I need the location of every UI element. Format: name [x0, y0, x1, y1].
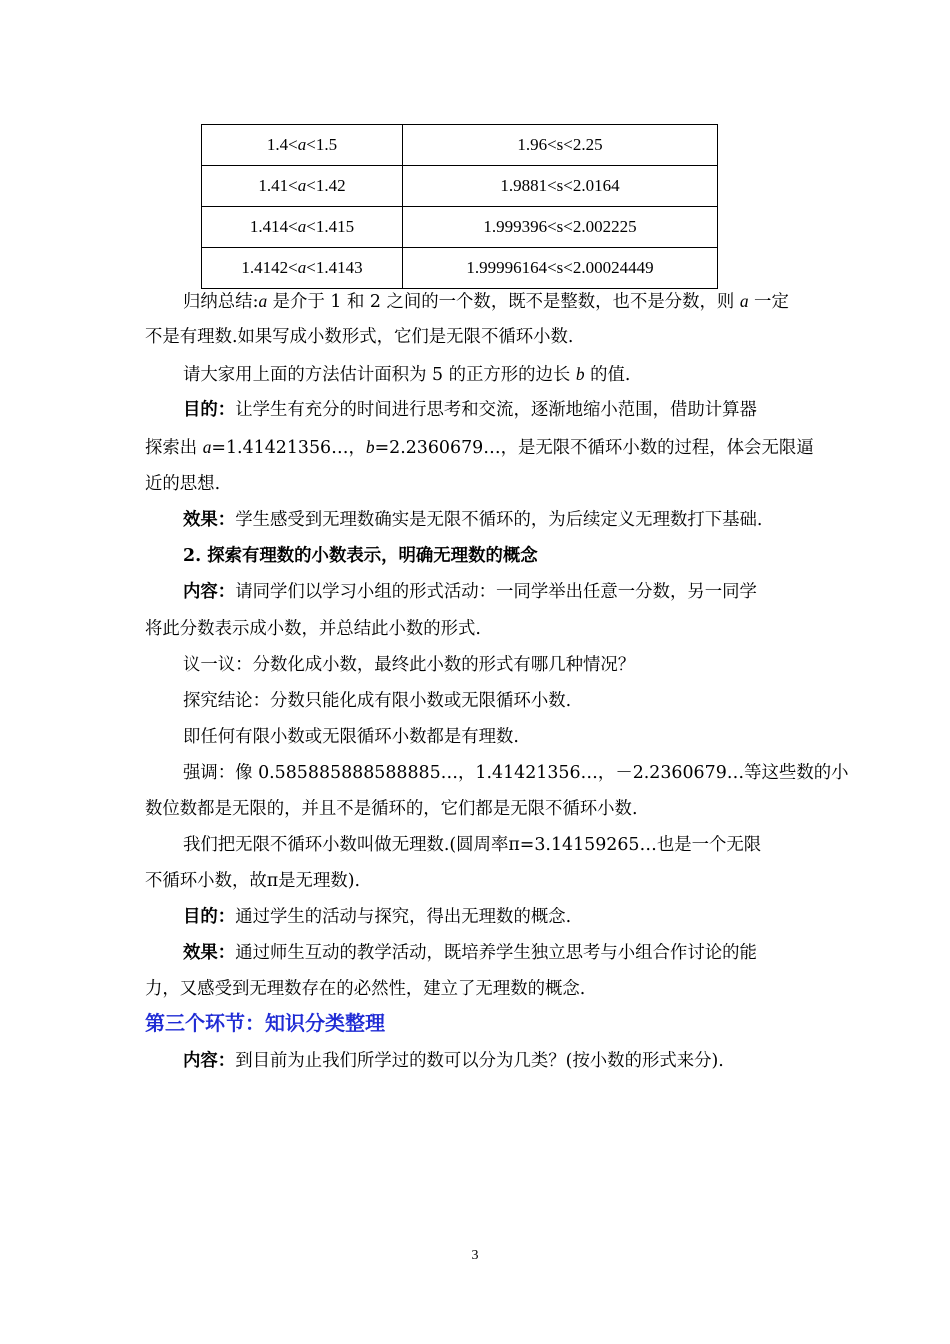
purpose-label: 目的： [183, 400, 236, 420]
cell-text: <1.4143 [306, 258, 363, 277]
section-3-heading: 第三个环节：知识分类整理 [145, 1011, 385, 1035]
purpose1-line-1 [183, 398, 757, 422]
variable-b: b [365, 437, 375, 457]
a-range-cell [202, 248, 403, 289]
cell-text: 1.99996164<s<2.00024449 [466, 258, 654, 277]
purpose-text: =2.2360679…，是无限不循环小数的过程，体会无限逼 [374, 438, 814, 458]
summary-text: 是介于 1 和 2 之间的一个数，既不是整数，也不是分数，则 [267, 292, 740, 312]
table-row [202, 248, 718, 289]
variable-a: a [297, 176, 307, 195]
variable-a: a [258, 291, 268, 311]
discuss-line: 议一议：分数化成小数，最终此小数的形式有哪几种情况？ [183, 655, 636, 675]
content3-line [183, 1049, 724, 1073]
purpose-text: =1.41421356…， [211, 438, 366, 458]
content-label: 内容： [183, 1051, 236, 1071]
effect1-line [183, 508, 762, 532]
variable-a: a [202, 437, 212, 457]
content-text: 请同学们以学习小组的形式活动：一同学举出任意一分数，另一同学 [235, 582, 757, 602]
variable-a: a [297, 217, 307, 236]
cell-text: 1.4< [266, 135, 298, 154]
task-text: 请大家用上面的方法估计面积为 5 的正方形的边长 [183, 365, 576, 385]
cell-text: <1.5 [306, 135, 338, 154]
estimation-table [201, 124, 718, 289]
purpose1-line-3: 近的思想. [145, 474, 221, 494]
cell-text: 1.999396<s<2.002225 [483, 217, 637, 236]
effect-label: 效果： [183, 943, 236, 963]
table-row [202, 125, 718, 166]
cell-text: <1.415 [306, 217, 355, 236]
s-range-cell [403, 125, 718, 166]
cell-text: 1.4142< [241, 258, 298, 277]
content2-line-1 [183, 580, 757, 604]
summary-label: 归纳总结: [183, 292, 259, 312]
variable-a: a [297, 258, 307, 277]
effect-text: 学生感受到无理数确实是无限不循环的，为后续定义无理数打下基础. [235, 510, 763, 530]
cell-text: 1.96<s<2.25 [517, 135, 603, 154]
conclusion-line: 探究结论：分数只能化成有限小数或无限循环小数. [183, 691, 572, 711]
emphasis-line-1: 强调：像 0.585885888588885…，1.41421356…，－2.2360679…等这些数的小 [183, 763, 849, 783]
effect2-line-1 [183, 941, 757, 965]
rational-line: 即任何有限小数或无限循环小数都是有理数. [183, 727, 519, 747]
page-number: 3 [471, 1248, 479, 1263]
purpose-text: 让学生有充分的时间进行思考和交流，逐渐地缩小范围，借助计算器 [235, 400, 757, 420]
emphasis-line-2: 数位数都是无限的，并且不是循环的，它们都是无限不循环小数. [145, 799, 638, 819]
purpose2-line [183, 905, 571, 929]
table-row [202, 166, 718, 207]
variable-b: b [575, 364, 585, 384]
content-text: 到目前为止我们所学过的数可以分为几类？(按小数的形式来分). [235, 1051, 724, 1071]
purpose-text: 通过学生的活动与探究，得出无理数的概念. [235, 907, 572, 927]
task-text: 的值. [584, 365, 631, 385]
purpose1-line-2 [145, 435, 814, 460]
summary-line-2: 不是有理数.如果写成小数形式，它们是无限不循环小数. [145, 327, 574, 347]
effect2-line-2: 力，又感受到无理数存在的必然性，建立了无理数的概念. [145, 979, 586, 999]
s-range-cell [403, 207, 718, 248]
cell-text: 1.414< [249, 217, 298, 236]
purpose-label: 目的： [183, 907, 236, 927]
a-range-cell [202, 207, 403, 248]
effect-text: 通过师生互动的教学活动，既培养学生独立思考与小组合作讨论的能 [235, 943, 757, 963]
purpose-text: 探索出 [145, 438, 203, 458]
cell-text: 1.41< [258, 176, 298, 195]
s-range-cell [403, 248, 718, 289]
cell-text: <1.42 [306, 176, 346, 195]
section-2-title: 2. 探索有理数的小数表示，明确无理数的概念 [183, 546, 538, 566]
definition-line-1: 我们把无限不循环小数叫做无理数.(圆周率π=3.14159265…也是一个无限 [183, 835, 762, 855]
summary-text: 一定 [748, 292, 789, 312]
content2-line-2: 将此分数表示成小数，并总结此小数的形式. [145, 619, 481, 639]
definition-line-2: 不循环小数，故π是无理数). [145, 871, 361, 891]
variable-a: a [739, 291, 749, 311]
s-range-cell [403, 166, 718, 207]
a-range-cell [202, 125, 403, 166]
a-range-cell [202, 166, 403, 207]
content-label: 内容： [183, 582, 236, 602]
effect-label: 效果： [183, 510, 236, 530]
table-row [202, 207, 718, 248]
cell-text: 1.9881<s<2.0164 [500, 176, 620, 195]
task-line [183, 362, 630, 387]
variable-a: a [297, 135, 307, 154]
summary-line-1 [183, 289, 789, 314]
